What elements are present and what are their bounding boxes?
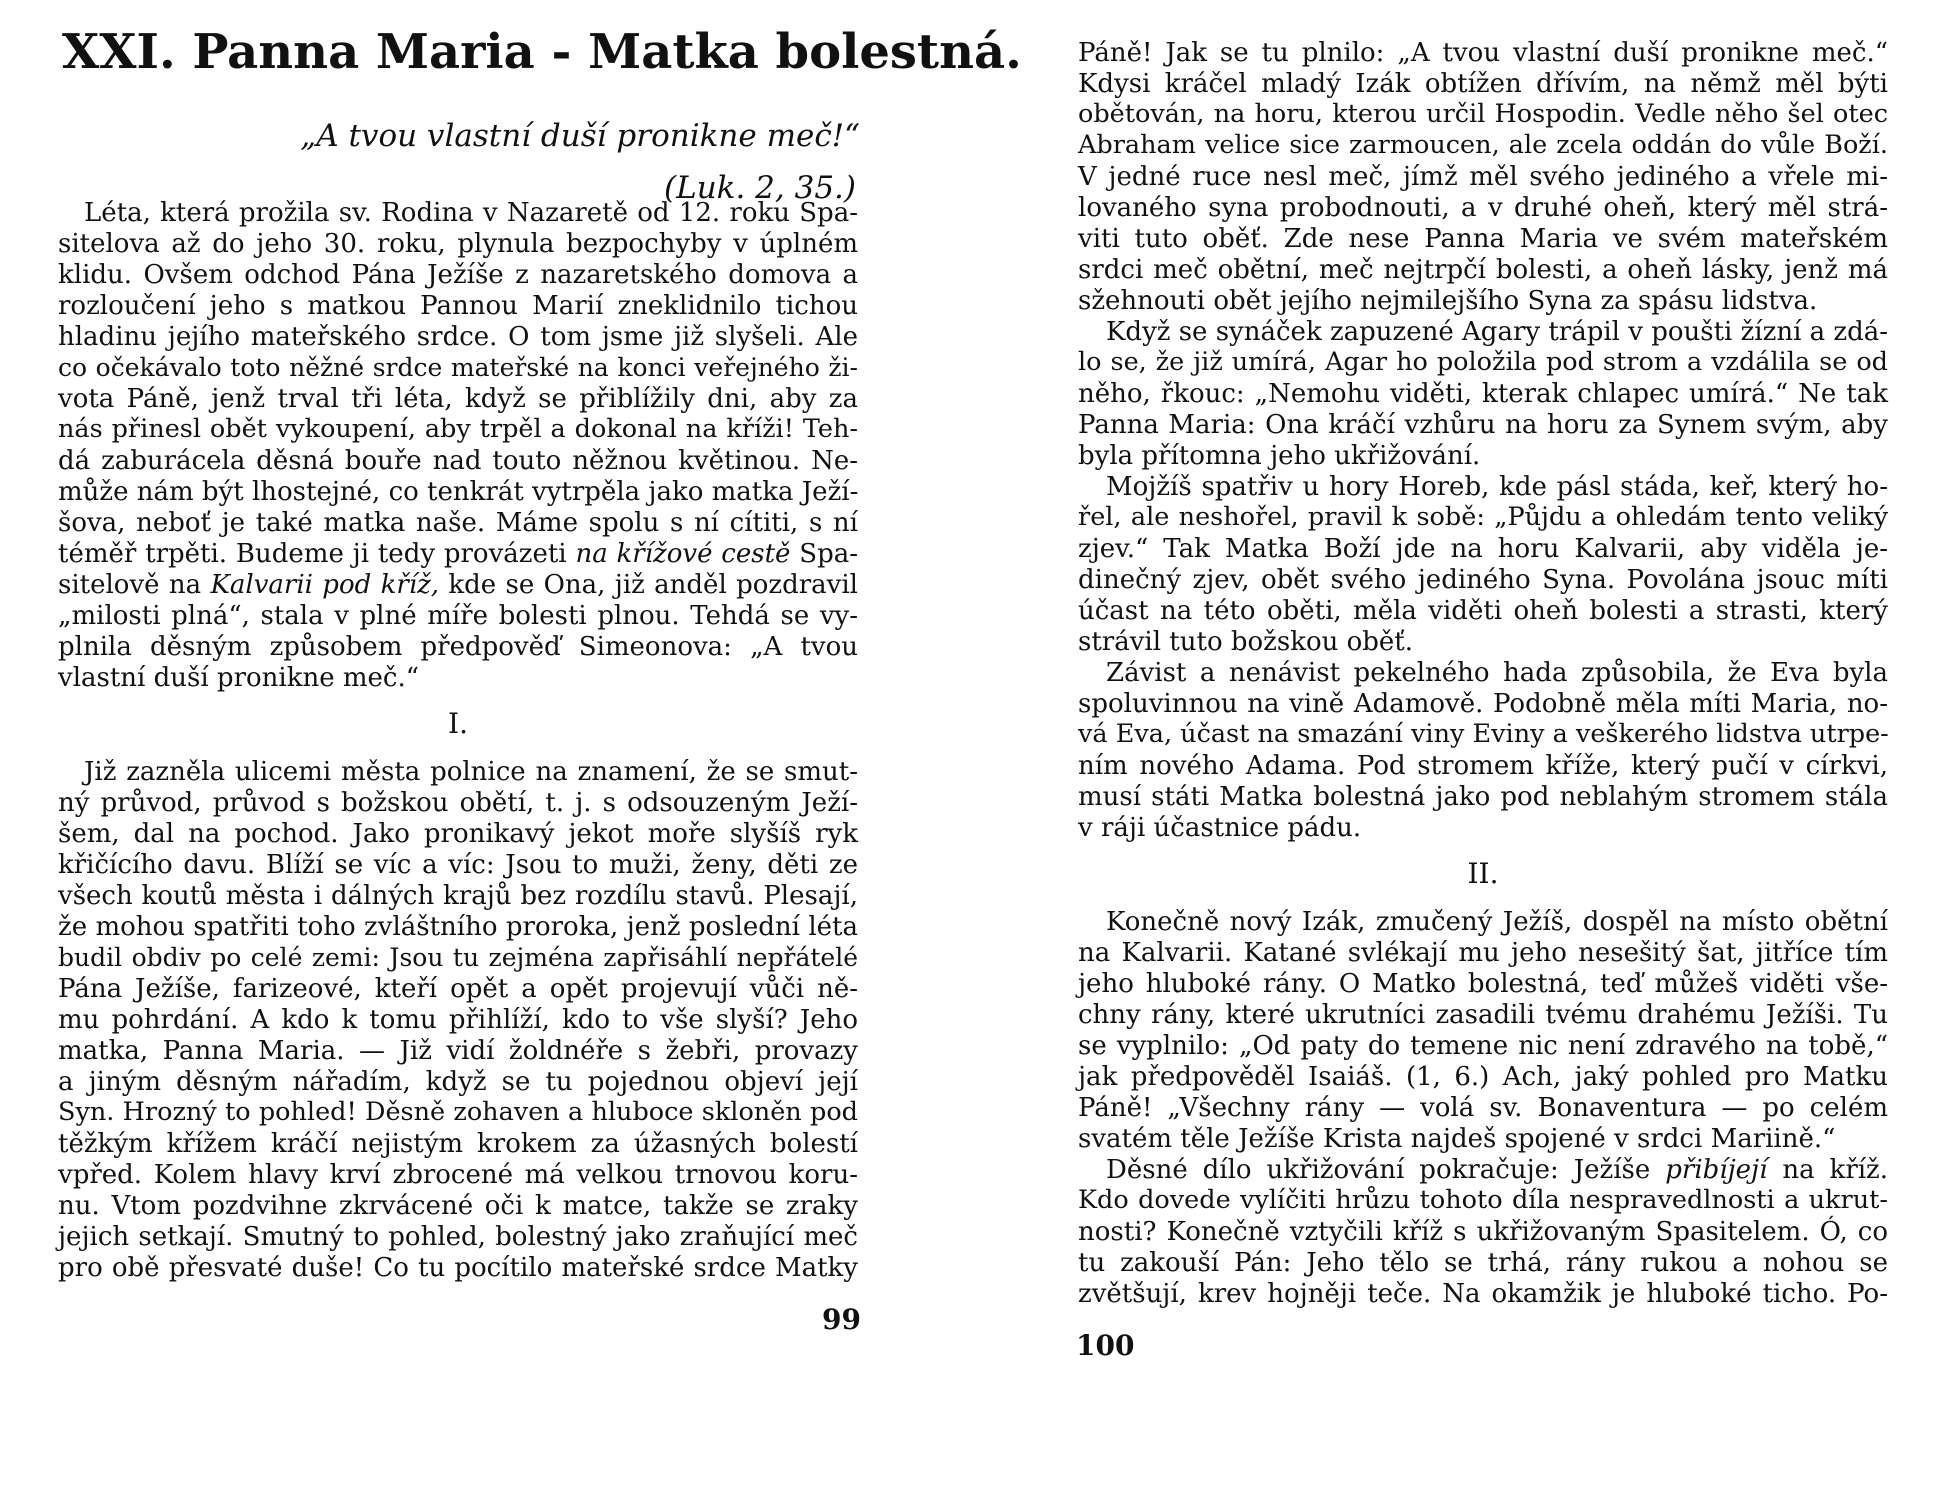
text-line: Léta, která prožila sv. Rodina v Nazaretě od 12. roku Spa- bbox=[84, 198, 858, 228]
text-line: Páně! Jak se tu plnilo: „A tvou vlastní duší pronikne meč.“ bbox=[1078, 38, 1888, 68]
text-segment: Děsné dílo ukřižování pokračuje: Ježíše bbox=[1106, 1155, 1651, 1185]
text-line: ním nového Adama. Pod stromem kříže, který pučí v církvi, bbox=[1078, 751, 1888, 781]
text-line: jejich setkají. Smutný to pohled, bolestný jako zraňující meč bbox=[58, 1222, 858, 1252]
text-line: musí státi Matka bolestná jako pod neblahým stromem stála bbox=[1078, 782, 1888, 812]
text-line: srdci meč obětní, meč nejtrpčí bolesti, a oheň lásky, jenž má bbox=[1078, 255, 1888, 285]
text-line: lovaného syna probodnouti, a v druhé oheň, který měl strá- bbox=[1078, 193, 1888, 223]
text-line: nu. Vtom pozdvihne zkrvácené oči k matce, takže se zraky bbox=[58, 1191, 858, 1221]
text-line: tu zakouší Pán: Jeho tělo se trhá, rány rukou a nohou se bbox=[1078, 1248, 1888, 1278]
text-line: co očekávalo toto něžné srdce mateřské na konci veřejného ži- bbox=[58, 353, 858, 382]
text-line: rozloučení jeho s matkou Pannou Marií zneklidnilo tichou bbox=[58, 291, 858, 321]
section-heading: II. bbox=[1467, 857, 1499, 890]
text-line: matka, Panna Maria. — Již vidí žoldnéře s žebři, provazy bbox=[58, 1036, 858, 1066]
text-line: jak předpověděl Isaiáš. (1, 6.) Ach, jaký pohled pro Matku bbox=[1078, 1062, 1888, 1092]
text-line: Pána Ježíše, farizeové, kteří opět a opět projevují vůči ně- bbox=[58, 974, 858, 1004]
text-line: jeho hluboké rány. O Matko bolestná, teď můžeš viděti vše- bbox=[1078, 969, 1888, 999]
text-line: Mojžíš spatřiv u hory Horeb, kde pásl stáda, keř, který ho- bbox=[1106, 472, 1888, 502]
text-line: Panna Maria: Ona kráčí vzhůru na horu za Synem svým, aby bbox=[1078, 410, 1888, 440]
text-line: Konečně nový Izák, zmučený Ježíš, dospěl na místo obětní bbox=[1106, 907, 1888, 937]
text-line: že mohou spatřiti toho zvláštního proroka, jenž poslední léta bbox=[58, 912, 858, 942]
page-number: 99 bbox=[822, 1303, 861, 1336]
text-line: Závist a nenávist pekelného hada způsobila, že Eva byla bbox=[1106, 658, 1888, 688]
section-heading: I. bbox=[448, 707, 468, 740]
text-line bbox=[58, 572, 858, 598]
text-line: v ráji účastnice pádu. bbox=[1078, 813, 1362, 843]
text-line: řel, ale neshořel, pravil k sobě: „Půjdu a ohledám tento veliký bbox=[1078, 502, 1888, 532]
text-line: spoluvinnou na vině Adamově. Podobně měla míti Maria, no- bbox=[1078, 689, 1888, 719]
text-line: vá Eva, účast na smazání viny Eviny a veškerého lidstva utrpe- bbox=[1078, 719, 1889, 749]
text-line: hladinu jejího mateřského srdce. O tom jsme již slyšeli. Ale bbox=[58, 322, 858, 352]
text-segment: téměř trpěti. Budeme ji tedy provázeti bbox=[58, 539, 567, 569]
text-line: účast na této oběti, měla viděti oheň bolesti a strasti, který bbox=[1078, 596, 1888, 626]
text-line: něho, řkouc: „Nemohu viděti, kterak chlapec umírá.“ Ne tak bbox=[1078, 379, 1888, 409]
text-line: Syn. Hrozný to pohled! Děsně zohaven a hluboce skloněn pod bbox=[58, 1097, 858, 1127]
text-line: „milosti plná“, stala v plné míře bolesti plnou. Tehdá se vy- bbox=[58, 601, 858, 631]
text-line: Kdysi kráčel mladý Izák obtížen dřívím, na němž měl býti bbox=[1078, 69, 1888, 99]
text-line: V jedné ruce nesl meč, jímž měl svého jediného a vřele mi- bbox=[1078, 162, 1888, 192]
text-line: křičícího davu. Blíží se víc a víc: Jsou to muži, ženy, děti ze bbox=[58, 850, 858, 880]
right-page bbox=[972, 0, 1944, 1500]
text-line: se vyplnilo: „Od paty do temene nic není zdravého na tobě,“ bbox=[1078, 1031, 1888, 1061]
text-line: šova, neboť je také matka naše. Máme spolu s ní cítiti, s ní bbox=[58, 508, 858, 538]
page-number: 100 bbox=[1076, 1329, 1135, 1362]
text-segment: sitelově na bbox=[58, 570, 202, 600]
text-line: vota Páně, jenž trval tři léta, když se přiblížily dni, aby za bbox=[58, 384, 858, 414]
text-line: obětován, na horu, kterou určil Hospodin. Vedle něho šel otec bbox=[1078, 99, 1888, 129]
motto: „A tvou vlastní duší pronikne meč!“ bbox=[300, 118, 860, 154]
text-line: plnila děsným způsobem předpověď Simeonova: „A tvou bbox=[58, 632, 858, 662]
text-line: strávil tuto božskou oběť. bbox=[1078, 627, 1414, 657]
text-line: nás přinesl obět vykoupení, aby trpěl a dokonal na kříži! Teh- bbox=[58, 414, 858, 444]
text-line: nosti? Konečně vztyčili kříž s ukřižovaným Spasitelem. Ó, co bbox=[1078, 1217, 1888, 1247]
text-line: těžkým křížem kráčí nejistým krokem za úžasných bolestí bbox=[58, 1129, 858, 1159]
text-line: na Kalvarii. Katané svlékají mu jeho nesešitý šat, jitříce tím bbox=[1078, 938, 1888, 968]
text-line: Když se synáček zapuzené Agary trápil v poušti žízní a zdá- bbox=[1106, 317, 1889, 347]
text-line bbox=[58, 541, 858, 567]
text-line: klidu. Ovšem odchod Pána Ježíše z nazaretského domova a bbox=[58, 260, 858, 290]
text-line: Již zazněla ulicemi města polnice na znamení, že se smut- bbox=[84, 757, 858, 787]
text-line: chny rány, které ukrutníci zasadili tvému drahému Ježíši. Tu bbox=[1078, 1000, 1888, 1030]
text-line: byla přítomna jeho ukřižování. bbox=[1078, 441, 1481, 471]
text-line: viti tuto oběť. Zde nese Panna Maria ve svém mateřském bbox=[1078, 224, 1888, 254]
text-line bbox=[1106, 1157, 1888, 1183]
text-line: Abraham velice sice zarmoucen, ale zcela oddán do vůle Boží. bbox=[1078, 130, 1888, 160]
text-line: pro obě přesvaté duše! Co tu pocítilo mateřské srdce Matky bbox=[58, 1253, 858, 1283]
chapter-title: XXI. Panna Maria - Matka bolestná. bbox=[62, 24, 1022, 80]
text-line: vlastní duší pronikne meč.“ bbox=[58, 663, 420, 693]
emphasis: přibíjejí bbox=[1665, 1155, 1768, 1185]
text-line: sitelova až do jeho 30. roku, plynula bezpochyby v úplném bbox=[58, 229, 858, 259]
text-line: Páně! „Všechny rány — volá sv. Bonaventura — po celém bbox=[1078, 1093, 1888, 1123]
emphasis: na křížové cestě bbox=[575, 539, 791, 569]
text-line: dá zaburácela děsná bouře nad touto něžnou květinou. Ne- bbox=[58, 446, 858, 476]
text-line: všech koutů města i dálných krajů bez rozdílu stavů. Plesají, bbox=[58, 881, 858, 911]
text-line: svatém těle Ježíše Krista najdeš spojené v srdci Mariině.“ bbox=[1078, 1124, 1836, 1154]
text-line: sžehnouti obět jejího nejmilejšího Syna za spásu lidstva. bbox=[1078, 286, 1818, 316]
text-line: dinečný zjev, obět svého jediného Syna. Povolána jsouc míti bbox=[1078, 565, 1888, 595]
text-line: může nám být lhostejné, co tenkrát vytrpěla jako matka Ježí- bbox=[58, 477, 859, 507]
text-line: vpřed. Kolem hlavy krví zbrocené má velkou trnovou koru- bbox=[58, 1160, 858, 1190]
text-line: a jiným děsným nářadím, když se tu pojednou objeví její bbox=[58, 1067, 858, 1097]
text-line: ný průvod, průvod s božskou obětí, t. j. s odsouzeným Ježí- bbox=[58, 788, 858, 818]
text-line: mu pohrdání. A kdo k tomu přihlíží, kdo to vše slyší? Jeho bbox=[58, 1005, 858, 1035]
text-line: lo se, že již umírá, Agar ho položila pod strom a vzdálila se od bbox=[1078, 347, 1888, 377]
text-line: zvětšují, krev hojněji teče. Na okamžik je hluboké ticho. Po- bbox=[1078, 1279, 1888, 1309]
text-segment: na kříž. bbox=[1782, 1155, 1889, 1185]
emphasis: Kalvarii pod kříž, bbox=[210, 570, 440, 600]
text-segment: Spa- bbox=[799, 539, 859, 569]
text-line: Kdo dovede vylíčiti hrůzu tohoto díla nespravedlnosti a ukrut- bbox=[1078, 1185, 1888, 1215]
motto-reference: (Luk. 2, 35.) bbox=[664, 170, 856, 206]
text-line: zjev.“ Tak Matka Boží jde na horu Kalvarii, aby viděla je- bbox=[1078, 534, 1888, 564]
text-line: budil obdiv po celé zemi: Jsou tu zejména zapřisáhlí nepřátelé bbox=[58, 943, 858, 972]
text-segment: kde se Ona, již anděl pozdravil bbox=[448, 570, 858, 600]
text-line: šem, dal na pochod. Jako pronikavý jekot moře slyšíš ryk bbox=[58, 819, 858, 849]
